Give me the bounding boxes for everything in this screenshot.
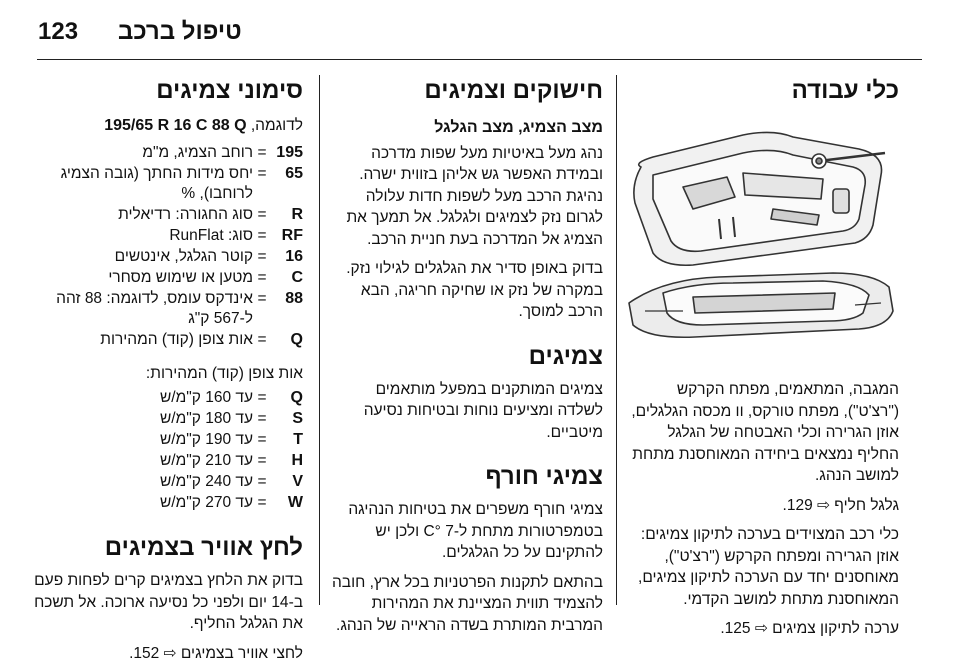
- speed-code-row-code: V: [292, 473, 303, 490]
- marking-row-code: RF: [281, 226, 303, 244]
- marking-row-eq: =: [257, 226, 267, 244]
- speed-code-row-eq: =: [257, 452, 267, 469]
- wheels-tyres-column: [330, 75, 603, 644]
- marking-row: [33, 247, 303, 268]
- tools-paragraph: המגבה, המתאמים, מפתח הקרקש ("רצ'ט"), מפתח טורקס, וו מכסה הגלגלים, אוזן הגרירה וכלי האבטחה של הגלגל החליף נמצאים ביחידה המאוחסנת מתחת למושב הנהג.: [631, 381, 899, 484]
- marking-row-eq: =: [257, 164, 267, 182]
- speed-code-row: [33, 472, 303, 493]
- tyre-pressure-heading: לחץ אוויר בצמיגים: [104, 534, 303, 561]
- speed-code-row-eq: =: [257, 494, 267, 511]
- speed-code-row-desc: עד 190 ק"מ/ש: [159, 431, 253, 448]
- marking-row: [33, 164, 303, 205]
- speed-code-row-desc: עד 240 ק"מ/ש: [159, 473, 253, 490]
- speed-code-row-desc: עד 180 ק"מ/ש: [159, 410, 253, 427]
- tyre-condition-subheading: מצב הצמיג, מצב הגלגל: [434, 119, 603, 136]
- marking-row-code: 195: [276, 143, 303, 161]
- speed-code-row-eq: =: [257, 473, 267, 490]
- speed-code-row-eq: =: [257, 410, 267, 427]
- marking-row-code: 65: [285, 164, 303, 182]
- speed-code-row-desc: עד 270 ק"מ/ש: [159, 494, 253, 511]
- marking-row-code: R: [291, 205, 303, 223]
- marking-row: [33, 289, 303, 330]
- speed-code-row: [33, 430, 303, 451]
- marking-row-eq: =: [257, 205, 267, 223]
- speed-code-table: [33, 388, 303, 514]
- speed-code-intro: אות צופן (קוד) המהירות:: [145, 364, 303, 382]
- speed-code-row-eq: =: [257, 389, 267, 406]
- tyres-heading: צמיגים: [528, 342, 603, 370]
- marking-row-desc: אות צופן (קוד) המהירות: [100, 330, 253, 348]
- page-header: [0, 0, 960, 62]
- marking-row-eq: =: [257, 330, 267, 348]
- marking-row-desc: רוחב הצמיג, מ"מ: [142, 143, 253, 161]
- winter-tyres-paragraph: בהתאם לתקנות הפרטניות בכל ארץ, חובה להצמיד תווית המציינת את המהירות המרבית המותרת בשדה הראייה של הנהג.: [331, 573, 603, 634]
- marking-row-eq: =: [257, 268, 267, 286]
- speed-code-row-code: S: [292, 410, 303, 427]
- tools-column: [623, 75, 899, 648]
- marking-row: [33, 330, 303, 351]
- column-divider: [319, 75, 320, 605]
- marking-row: [33, 226, 303, 247]
- winter-tyres-heading: צמיגי חורף: [485, 463, 603, 490]
- page-number: 123: [38, 18, 79, 45]
- tyre-condition-paragraph: נהג מעל באיטיות מעל שפות מדרכה ובמידת האפשר גש אליהן בזווית ישרה. נהיגת הרכב מעל לשפות חדות עלולה לגרום נזק לצמיגים ולגלגל. אל תמעך את הצמיג אל המדרכה בעת חניית הרכב.: [346, 144, 603, 248]
- marking-row-eq: =: [257, 143, 267, 161]
- tools-heading: כלי עבודה: [791, 77, 899, 104]
- marking-row-desc: אינדקס עומס, לדוגמה: 88 זהה ל-567 ק"ג: [56, 289, 253, 327]
- tyre-markings-column: [33, 75, 303, 672]
- marking-row-desc: מטען או שימוש מסחרי: [108, 268, 253, 286]
- speed-code-row-eq: =: [257, 431, 267, 448]
- speed-code-row: [33, 451, 303, 472]
- example-value: 195/65 R 16 C 88 Q: [104, 117, 247, 134]
- marking-row-code: C: [291, 268, 303, 286]
- tyre-pressure-paragraph: בדוק את הלחץ בצמיגים קרים לפחות פעם ב-14 יום ולפני כל נסיעה ארוכה. אל תשכח את הגלגל החליף.: [34, 572, 303, 632]
- spare-wheel-reference: גלגל חליף ⇨ 129.: [782, 496, 899, 514]
- tyre-pressure-reference: לחצי אוויר בצמיגים ⇨ 152.: [129, 644, 303, 662]
- tyre-markings-heading: סימוני צמיגים: [156, 77, 303, 104]
- speed-code-row: [33, 388, 303, 409]
- speed-code-row-desc: עד 210 ק"מ/ש: [159, 452, 253, 469]
- marking-row-eq: =: [257, 247, 267, 265]
- header-rule: [37, 59, 922, 60]
- marking-row-desc: קוטר הגלגל, אינטשים: [114, 247, 253, 265]
- tyre-markings-table: [33, 143, 303, 351]
- repair-kit-reference: ערכה לתיקון צמיגים ⇨ 125.: [720, 620, 899, 637]
- speed-code-row-code: Q: [290, 389, 303, 406]
- tools-paragraph: כלי רכב המצוידים בערכה לתיקון צמיגים: אוזן הגרירה ומפתח הקרקש ("רצ'ט"), מאוחסנים יחד עם הערכה לתיקון צמיגים, המאוחסנת מתחת למושב הקדמי.: [638, 526, 899, 608]
- winter-tyres-paragraph: צמיגי חורף משפרים את בטיחות הנהיגה בטמפרטורות מתחת ל-7 °C ולכן יש להתקינם על כל הגלגלים.: [348, 501, 603, 561]
- tyres-paragraph: צמיגים המותקנים במפעל מותאמים לשלדה ומציעים נוחות ובטיחות נסיעה מיטביים.: [363, 380, 603, 441]
- marking-row: [33, 268, 303, 289]
- speed-code-row-desc: עד 160 ק"מ/ש: [159, 389, 253, 406]
- marking-row-desc: סוג החגורה: רדיאלית: [118, 205, 253, 223]
- tyre-marking-example: [33, 115, 303, 137]
- vehicle-tool-kit-illustration-icon: [623, 115, 899, 361]
- column-divider: [616, 75, 617, 605]
- speed-code-row-code: T: [293, 431, 303, 448]
- wheels-tyres-heading: חישוקים וצמיגים: [424, 77, 603, 104]
- tyre-condition-paragraph: בדוק באופן סדיר את הגלגלים לגילוי נזק. במקרה של נזק או שחיקה חריגה, הבא הרכב למוסך.: [346, 260, 603, 320]
- marking-row: [33, 205, 303, 226]
- speed-code-row: [33, 493, 303, 514]
- marking-row-desc: סוג: RunFlat: [169, 226, 253, 244]
- marking-row-desc: יחס מידות החתך (גובה הצמיג לרוחבו), %: [60, 164, 253, 202]
- speed-code-row: [33, 409, 303, 430]
- marking-row-eq: =: [257, 289, 267, 307]
- example-label: לדוגמה,: [250, 117, 303, 134]
- speed-code-row-code: W: [287, 494, 303, 511]
- speed-code-row-code: H: [291, 452, 303, 469]
- marking-row-code: Q: [290, 330, 303, 348]
- marking-row-code: 16: [285, 247, 303, 265]
- chapter-title: טיפול ברכב: [118, 18, 242, 45]
- marking-row-code: 88: [285, 289, 303, 307]
- marking-row: [33, 143, 303, 164]
